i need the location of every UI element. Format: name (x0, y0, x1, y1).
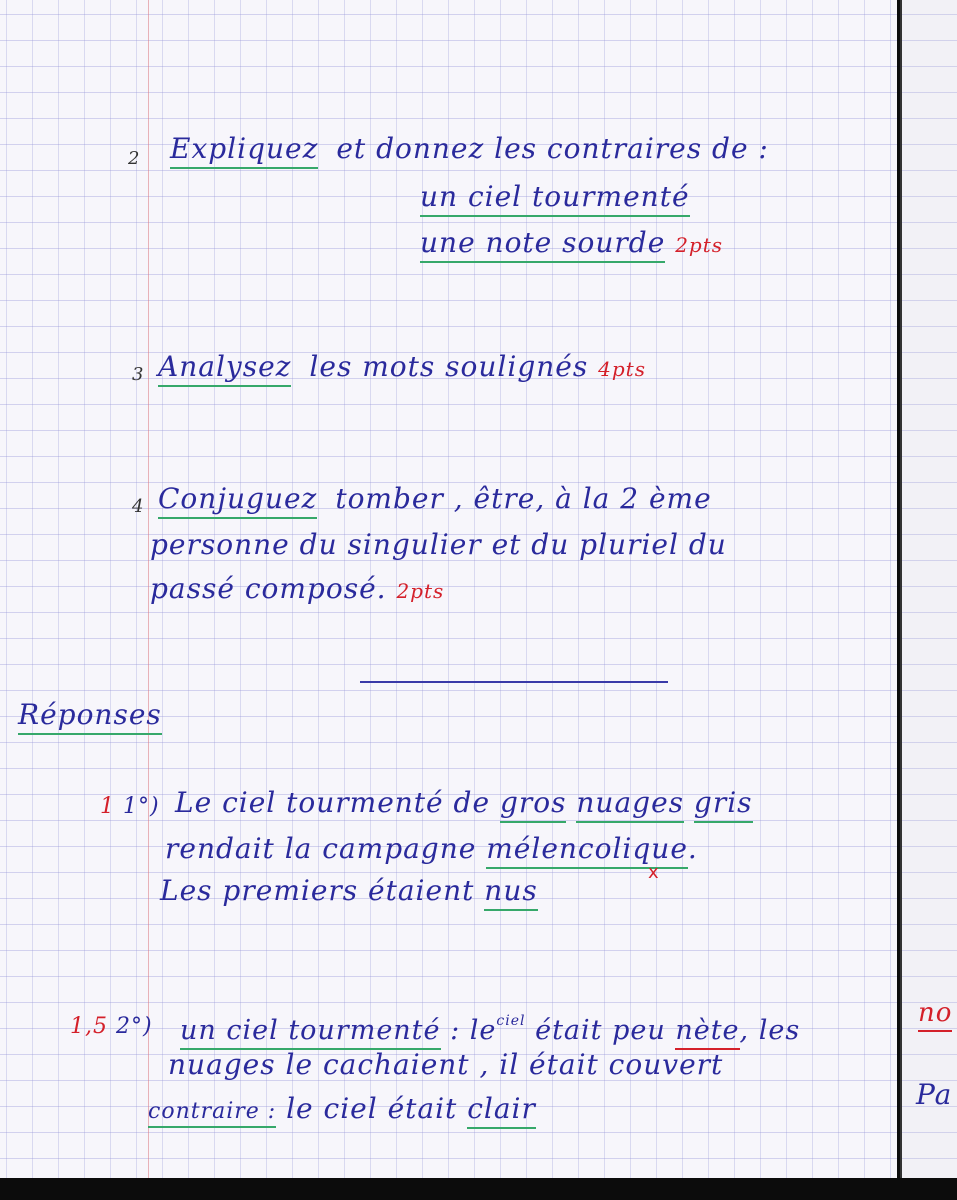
answer-1-line3-text: Les premiers étaient (160, 874, 475, 907)
next-page-edge (900, 0, 957, 1178)
answers-heading-text: Réponses (18, 698, 162, 735)
answer-1-word-melencolique: mélencolique (486, 832, 688, 869)
answer-1-word-gris: gris (694, 786, 753, 823)
question-3-points: 4pts (598, 357, 646, 381)
question-4-title: Conjuguez (158, 482, 317, 519)
answer-1-line1-text: Le ciel tourmenté de (175, 786, 491, 819)
answer-2-line2: nuages le cachaient , il était couvert (168, 1048, 724, 1081)
question-2-item2-text: une note sourde (420, 226, 665, 263)
answer-2-contraire-label: contraire : (148, 1099, 276, 1128)
question-3-number: 3 (132, 364, 145, 385)
answer-2-line3 (148, 1092, 536, 1129)
question-2-number: 2 (128, 148, 141, 169)
answer-1-line2-end: . (687, 832, 698, 865)
question-4-line3-text: passé composé. (150, 572, 387, 605)
answer-1-line1 (175, 786, 753, 820)
answer-2-line1-c: était peu (535, 1015, 666, 1046)
question-4-number: 4 (132, 496, 145, 517)
question-2-text: et donnez les contraires de : (336, 132, 769, 165)
answer-1-word-nus: nus (484, 874, 537, 911)
answer-1-line2-text: rendait la campagne (165, 832, 477, 865)
answer-2-word-clair: clair (467, 1092, 536, 1129)
question-3-title: Analysez (158, 350, 291, 387)
answer-2-line1-b: : le (450, 1015, 497, 1046)
question-2-points: 2pts (675, 233, 724, 257)
question-3-line (158, 350, 646, 386)
answer-2-insert-ciel: ciel (496, 1013, 526, 1029)
answer-2-score-value: 1,5 (70, 1014, 108, 1039)
answer-1-label: 1°) (123, 794, 160, 819)
answer-2-line1 (180, 1004, 800, 1048)
question-2-item2 (420, 226, 723, 262)
question-4-line1 (158, 482, 712, 516)
answer-2-word-nete: nète (675, 1015, 739, 1050)
question-4-line1-text: tomber , être, à la 2 ème (335, 482, 712, 515)
answer-1-score (100, 790, 160, 824)
answer-1-line2 (165, 832, 698, 866)
answers-heading (18, 698, 162, 732)
answer-1-word-gros: gros (500, 786, 567, 823)
answer-2-line1-e: , les (739, 1015, 801, 1046)
question-2-item1-text: un ciel tourmenté (420, 180, 690, 217)
correction-x-mark: x (648, 862, 659, 883)
question-4-line2: personne du singulier et du pluriel du (150, 528, 727, 561)
next-page-fragment-2: Pa (916, 1078, 953, 1111)
answer-2-phrase: un ciel tourmenté (180, 1015, 441, 1050)
answer-1-score-value: 1 (100, 794, 115, 819)
answer-2-line3-text: le ciel était (286, 1092, 458, 1125)
separator-line (360, 681, 668, 683)
answer-2-score (70, 1010, 153, 1044)
question-3-text: les mots soulignés (309, 350, 589, 383)
question-4-points: 2pts (396, 579, 445, 603)
answer-1-line3 (160, 874, 538, 908)
margin-line (148, 0, 149, 1178)
question-2-item1 (420, 180, 690, 214)
question-2-title: Expliquez (170, 132, 318, 169)
next-page-fragment-1 (918, 996, 952, 1030)
answer-1-word-nuages: nuages (576, 786, 684, 823)
question-4-line3 (150, 572, 444, 608)
question-2-line1 (170, 132, 769, 166)
next-page-fragment-1-text: no (918, 998, 952, 1032)
answer-2-label: 2°) (116, 1014, 153, 1039)
